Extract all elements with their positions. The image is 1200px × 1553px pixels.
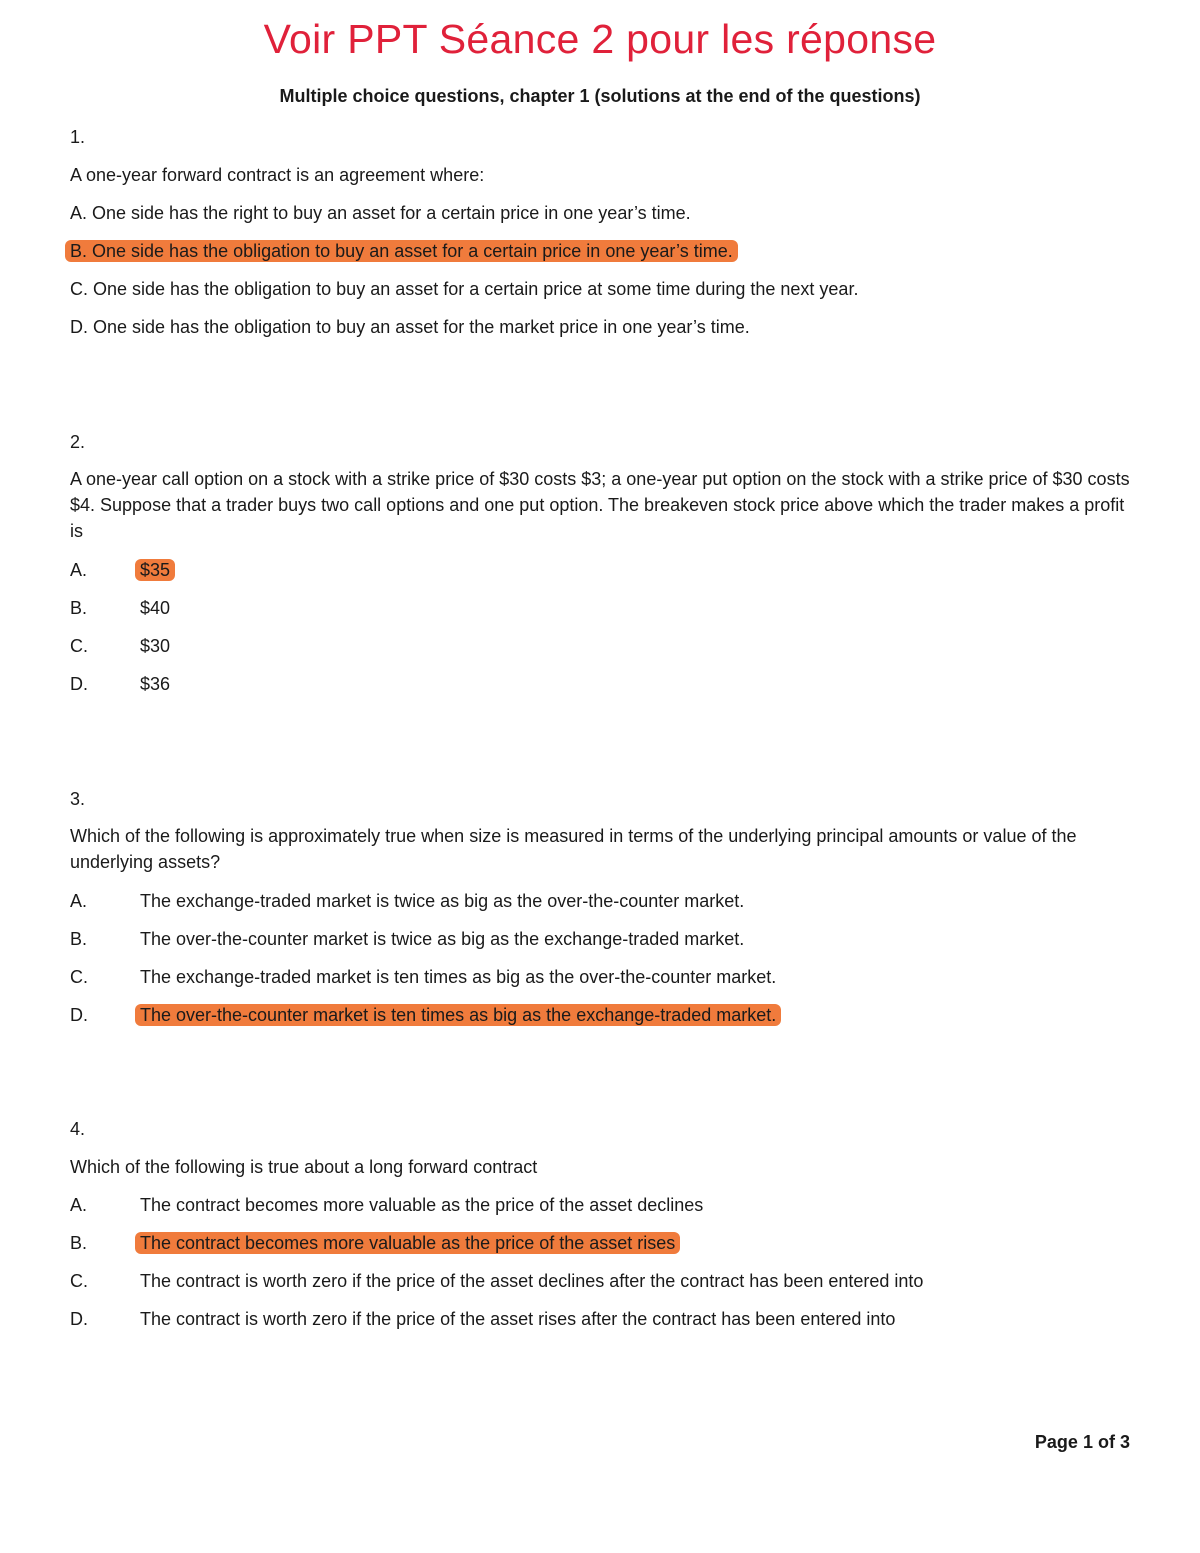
- question-1-option-d: D. One side has the obligation to buy an asset for the market price in one year’s time.: [70, 317, 750, 337]
- page-of-label: of: [1097, 1432, 1115, 1452]
- question-1-stem: A one-year forward contract is an agreement where:: [70, 165, 485, 185]
- question-4-letter-d: D.: [70, 1309, 88, 1329]
- question-2-option-b: $40: [140, 598, 171, 618]
- question-3-option-b: The over-the-counter market is twice as big as the exchange-traded market.: [140, 929, 745, 949]
- question-4-letter-c: C.: [70, 1271, 88, 1291]
- question-4-letter-b: B.: [70, 1233, 88, 1253]
- question-3-option-d: [140, 1002, 781, 1028]
- page-current: 1: [1082, 1432, 1093, 1452]
- answer-highlight: The over-the-counter market is ten times as big as the exchange-traded market.: [135, 1004, 781, 1026]
- question-4-option-a: The contract becomes more valuable as the price of the asset declines: [140, 1195, 704, 1215]
- document-subtitle: Multiple choice questions, chapter 1 (solutions at the end of the questions): [279, 86, 921, 106]
- page-total: 3: [1119, 1432, 1130, 1452]
- question-2-option-d: $36: [140, 674, 171, 694]
- question-4-letter-a: A.: [70, 1195, 88, 1215]
- question-2-option-a: [140, 557, 175, 583]
- question-3-stem: Which of the following is approximately true when size is measured in terms of the underlying principal amounts or value of the underlying assets?: [70, 826, 1077, 872]
- question-3-number: 3.: [70, 789, 86, 809]
- question-3-letter-a: A.: [70, 891, 88, 911]
- question-3-letter-d: D.: [70, 1005, 88, 1025]
- question-3-option-a: The exchange-traded market is twice as big as the over-the-counter market.: [140, 891, 745, 911]
- question-2-number: 2.: [70, 432, 86, 452]
- question-2-option-c: $30: [140, 636, 171, 656]
- question-2-letter-b: B.: [70, 598, 88, 618]
- question-2-letter-a: A.: [70, 560, 88, 580]
- question-4-number: 4.: [70, 1119, 86, 1139]
- question-1-option-c: C. One side has the obligation to buy an asset for a certain price at some time during the next year.: [70, 279, 859, 299]
- answer-highlight: B. One side has the obligation to buy an asset for a certain price in one year’s time.: [65, 240, 738, 262]
- answer-highlight: The contract becomes more valuable as the price of the asset rises: [135, 1232, 680, 1254]
- page-number: [1035, 1432, 1130, 1453]
- question-4-option-d: The contract is worth zero if the price of the asset rises after the contract has been entered into: [140, 1309, 896, 1329]
- question-2-letter-c: C.: [70, 636, 88, 656]
- question-3-option-c: The exchange-traded market is ten times as big as the over-the-counter market.: [140, 967, 777, 987]
- question-2-stem: A one-year call option on a stock with a strike price of $30 costs $3; a one-year put option on the stock with a strike price of $30 costs $4. Suppose that a trader buys two call options and one put option. The breakeven stock price above which the trader makes a profit is: [70, 469, 1130, 541]
- question-3-letter-b: B.: [70, 929, 88, 949]
- answer-highlight: $35: [135, 559, 175, 581]
- question-4-option-b: [140, 1230, 680, 1256]
- question-1-option-b: [70, 238, 738, 264]
- page-label: Page: [1034, 1432, 1078, 1452]
- question-1-option-a: A. One side has the right to buy an asset for a certain price in one year’s time.: [70, 203, 691, 223]
- question-4-option-c: The contract is worth zero if the price of the asset declines after the contract has been entered into: [140, 1271, 924, 1291]
- banner-title: Voir PPT Séance 2 pour les réponse: [263, 16, 937, 62]
- question-3-letter-c: C.: [70, 967, 88, 987]
- question-2-letter-d: D.: [70, 674, 88, 694]
- question-1-number: 1.: [70, 127, 86, 147]
- question-4-stem: Which of the following is true about a long forward contract: [70, 1157, 538, 1177]
